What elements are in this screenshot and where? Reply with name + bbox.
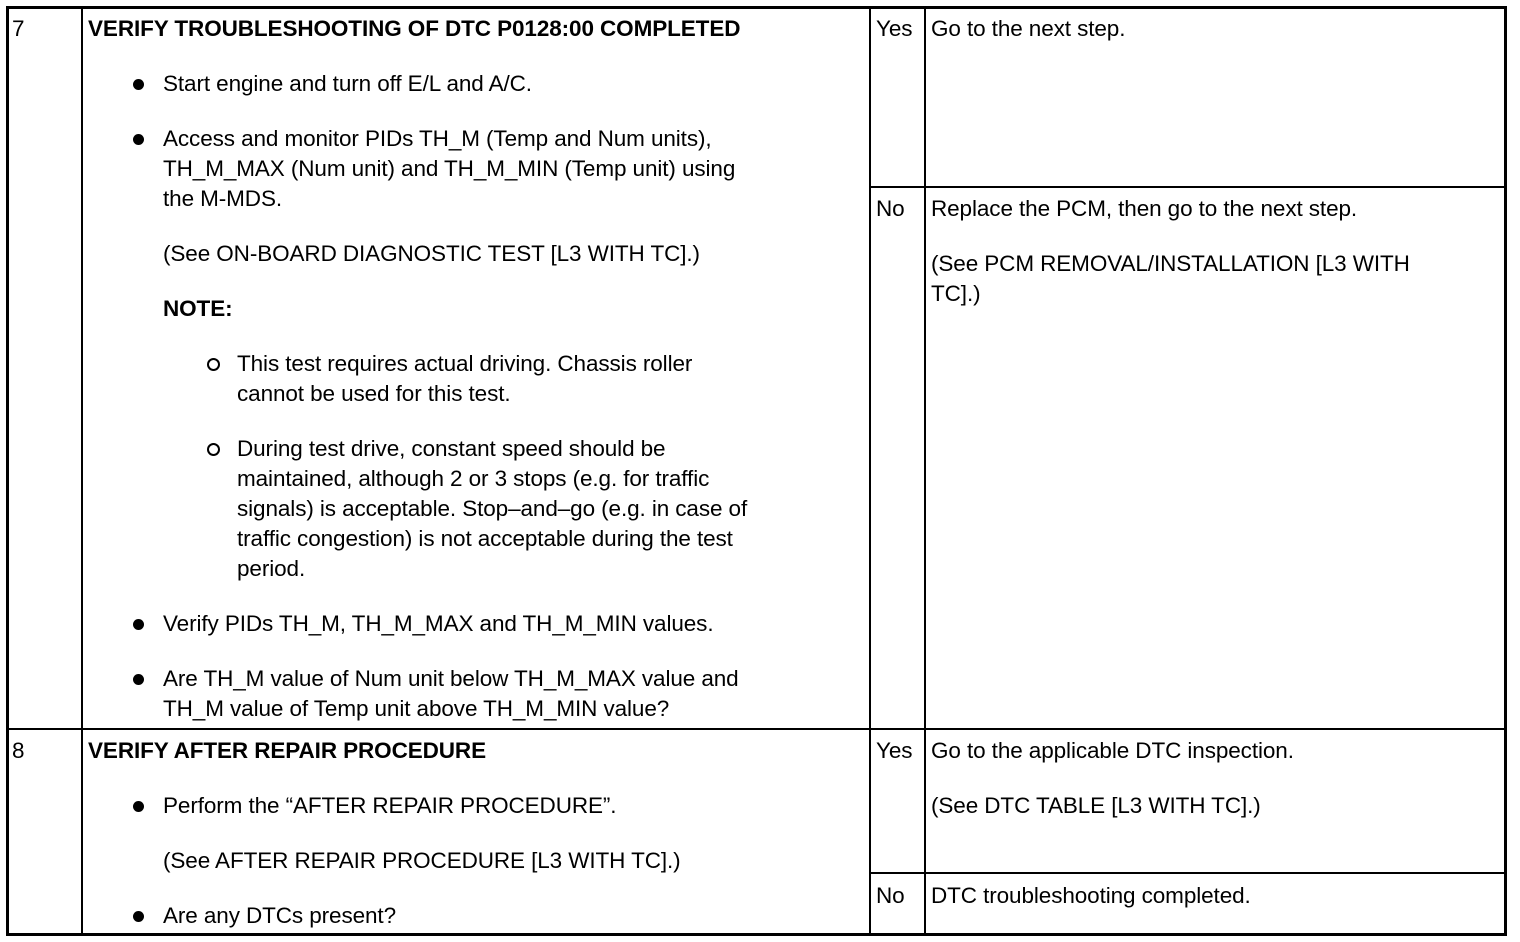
step-title: VERIFY TROUBLESHOOTING OF DTC P0128:00 COMPLETED xyxy=(88,16,741,41)
result-yes-label: Yes xyxy=(876,16,913,41)
instruction-text: TH_M value of Temp unit above TH_M_MIN value? xyxy=(163,696,670,721)
instruction-text: Perform the “AFTER REPAIR PROCEDURE”. xyxy=(163,793,617,818)
result-yes-label: Yes xyxy=(876,738,913,763)
step-number: 7 xyxy=(12,16,25,41)
reference-text: (See AFTER REPAIR PROCEDURE [L3 WITH TC].) xyxy=(163,848,681,873)
step-number: 8 xyxy=(12,738,25,763)
circle-bullet-icon xyxy=(207,443,220,456)
instruction-text: Start engine and turn off E/L and A/C. xyxy=(163,71,532,96)
note-text: During test drive, constant speed should be xyxy=(237,436,666,461)
note-text: traffic congestion) is not acceptable during the test xyxy=(237,526,733,551)
column-divider-action xyxy=(869,6,871,936)
note-text: This test requires actual driving. Chassis roller xyxy=(237,351,693,376)
instruction-text: Are TH_M value of Num unit below TH_M_MAX value and xyxy=(163,666,739,691)
note-heading: NOTE: xyxy=(163,296,233,321)
note-text: signals) is acceptable. Stop–and–go (e.g. in case of xyxy=(237,496,748,521)
note-text: period. xyxy=(237,556,306,581)
reference-text: (See ON-BOARD DIAGNOSTIC TEST [L3 WITH TC].) xyxy=(163,241,700,266)
note-text: cannot be used for this test. xyxy=(237,381,511,406)
result-no-reference: (See PCM REMOVAL/INSTALLATION [L3 WITH xyxy=(931,251,1410,276)
instruction-text: Are any DTCs present? xyxy=(163,903,396,928)
bullet-icon xyxy=(133,134,144,145)
bullet-icon xyxy=(133,801,144,812)
result-no-label: No xyxy=(876,196,905,221)
note-text: maintained, although 2 or 3 stops (e.g. for traffic xyxy=(237,466,710,491)
step-title: VERIFY AFTER REPAIR PROCEDURE xyxy=(88,738,486,763)
result-yes-action: Go to the applicable DTC inspection. xyxy=(931,738,1294,763)
instruction-text: the M-MDS. xyxy=(163,186,283,211)
result-yes-reference: (See DTC TABLE [L3 WITH TC].) xyxy=(931,793,1261,818)
bullet-icon xyxy=(133,911,144,922)
column-divider-step xyxy=(81,6,83,936)
result-no-action: DTC troubleshooting completed. xyxy=(931,883,1251,908)
row7-yes-no-divider xyxy=(869,186,1507,188)
instruction-text: TH_M_MAX (Num unit) and TH_M_MIN (Temp unit) using xyxy=(163,156,736,181)
row8-yes-no-divider xyxy=(869,872,1507,874)
bullet-icon xyxy=(133,619,144,630)
instruction-text: Access and monitor PIDs TH_M (Temp and Num units), xyxy=(163,126,712,151)
instruction-text: Verify PIDs TH_M, TH_M_MAX and TH_M_MIN values. xyxy=(163,611,714,636)
result-yes-action: Go to the next step. xyxy=(931,16,1126,41)
bullet-icon xyxy=(133,674,144,685)
column-divider-result xyxy=(924,6,926,936)
result-no-reference: TC].) xyxy=(931,281,981,306)
circle-bullet-icon xyxy=(207,358,220,371)
row-divider-step7-step8 xyxy=(6,728,1507,730)
bullet-icon xyxy=(133,79,144,90)
result-no-action: Replace the PCM, then go to the next step. xyxy=(931,196,1358,221)
result-no-label: No xyxy=(876,883,905,908)
